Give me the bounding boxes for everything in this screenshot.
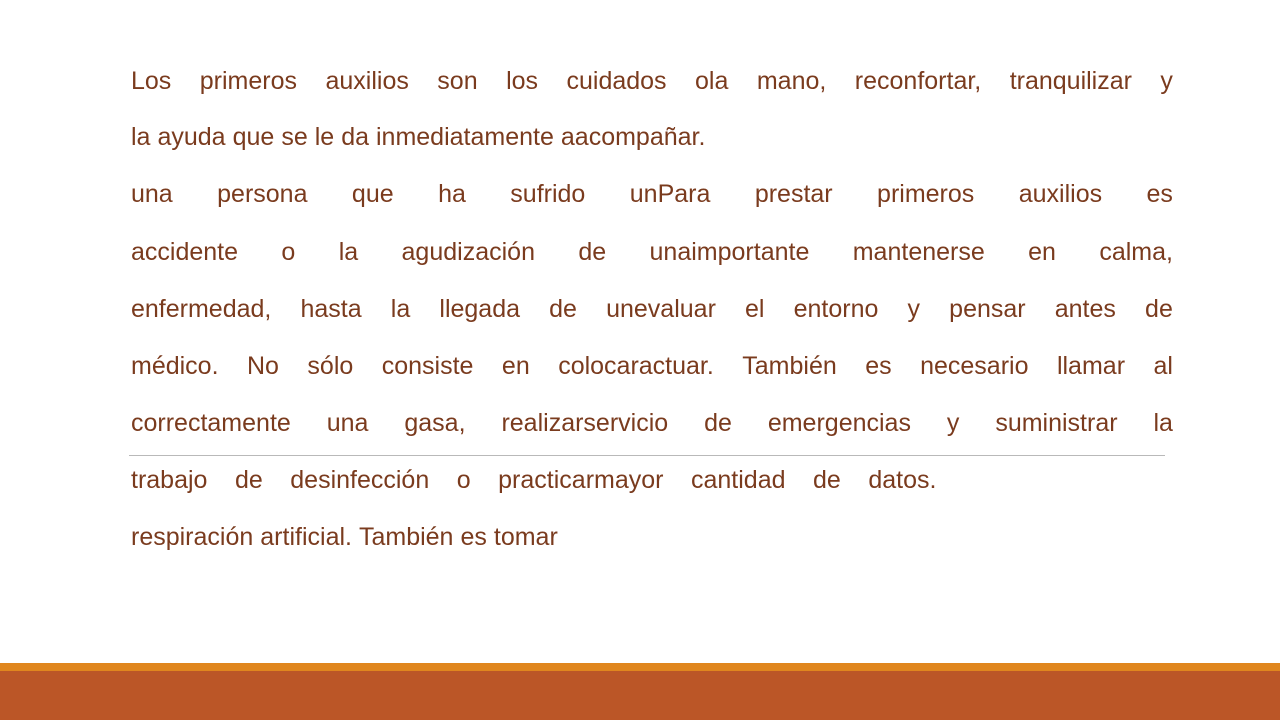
text-word: de <box>1145 295 1173 323</box>
text-line <box>131 237 1173 267</box>
text-word: llegada <box>439 295 521 323</box>
text-word: mantenerse <box>852 238 985 266</box>
text-word: emergencias <box>767 409 911 437</box>
text-word: auxilios <box>1018 180 1103 208</box>
text-word: inmediatamente <box>376 123 554 151</box>
text-word: También <box>358 523 454 551</box>
text-word: unPara <box>629 180 711 208</box>
text-word: unevaluar <box>606 295 716 323</box>
text-word: gasa, <box>404 409 466 437</box>
footer-bar <box>0 671 1280 720</box>
text-line <box>131 522 558 552</box>
text-word: se <box>281 123 308 151</box>
text-word: de <box>704 409 732 437</box>
text-word: ha <box>438 180 466 208</box>
text-word: calma, <box>1099 238 1173 266</box>
text-word: colocaractuar. <box>558 352 714 380</box>
text-word: y <box>946 409 960 437</box>
text-word: tomar <box>493 523 558 551</box>
text-word: es <box>1146 180 1173 208</box>
divider-line <box>129 455 1165 456</box>
text-word: realizarservicio <box>501 409 669 437</box>
accent-bar <box>0 663 1280 671</box>
text-line <box>131 465 936 495</box>
text-line <box>131 66 1173 96</box>
text-word: son <box>437 67 478 95</box>
text-word: datos. <box>868 466 937 494</box>
text-word: También <box>742 352 837 380</box>
text-word: trabajo <box>131 466 208 494</box>
text-line <box>131 179 1173 209</box>
text-line <box>131 408 1173 438</box>
text-word: al <box>1153 352 1173 380</box>
text-word: de <box>813 466 841 494</box>
text-word: de <box>234 466 263 494</box>
text-word: necesario <box>920 352 1029 380</box>
text-word: ola <box>695 67 729 95</box>
text-word: primeros <box>877 180 975 208</box>
text-word: cuidados <box>566 67 667 95</box>
text-word: prestar <box>754 180 833 208</box>
text-word: en <box>501 352 530 380</box>
text-word: la <box>338 238 359 266</box>
text-word: practicarmayor <box>498 466 664 494</box>
text-word: la <box>131 123 151 151</box>
text-word: pensar <box>949 295 1026 323</box>
text-word: la <box>390 295 411 323</box>
text-word: o <box>456 466 471 494</box>
text-word: una <box>131 180 173 208</box>
text-word: respiración <box>131 523 254 551</box>
text-word: da <box>341 123 369 151</box>
text-word: suministrar <box>995 409 1118 437</box>
text-word: correctamente <box>131 409 291 437</box>
text-word: de <box>549 295 577 323</box>
text-word: es <box>460 523 487 551</box>
text-word: le <box>314 123 335 151</box>
text-word: los <box>506 67 539 95</box>
text-word: sólo <box>307 352 354 380</box>
text-word: es <box>865 352 892 380</box>
text-word: primeros <box>199 67 298 95</box>
text-word: cantidad <box>690 466 786 494</box>
text-word: la <box>1153 409 1173 437</box>
text-word: desinfección <box>290 466 430 494</box>
text-word: artificial. <box>260 523 352 551</box>
text-word: accidente <box>131 238 239 266</box>
text-word: tranquilizar <box>1009 67 1132 95</box>
text-word: en <box>1028 238 1056 266</box>
text-word: antes <box>1054 295 1116 323</box>
text-word: reconfortar, <box>854 67 982 95</box>
text-word: médico. <box>131 352 219 380</box>
text-word: de <box>578 238 607 266</box>
text-word: y <box>907 295 921 323</box>
text-line <box>131 122 705 152</box>
text-word: Los <box>131 67 172 95</box>
text-word: agudización <box>401 238 535 266</box>
text-word: llamar <box>1056 352 1126 380</box>
text-word: enfermedad, <box>131 295 272 323</box>
text-word: hasta <box>300 295 362 323</box>
text-word: entorno <box>793 295 879 323</box>
text-line <box>131 351 1173 381</box>
text-word: una <box>326 409 369 437</box>
text-word: o <box>281 238 296 266</box>
text-word: unaimportante <box>649 238 810 266</box>
text-word: y <box>1160 67 1173 95</box>
text-word: auxilios <box>325 67 409 95</box>
text-word: No <box>247 352 279 380</box>
text-word: sufrido <box>510 180 586 208</box>
text-word: ayuda <box>157 123 226 151</box>
text-line <box>131 294 1173 324</box>
text-word: consiste <box>381 352 474 380</box>
text-word: el <box>745 295 765 323</box>
text-word: mano, <box>756 67 827 95</box>
text-word: persona <box>217 180 308 208</box>
text-word: aacompañar. <box>560 123 706 151</box>
text-word: que <box>232 123 275 151</box>
text-word: que <box>351 180 394 208</box>
